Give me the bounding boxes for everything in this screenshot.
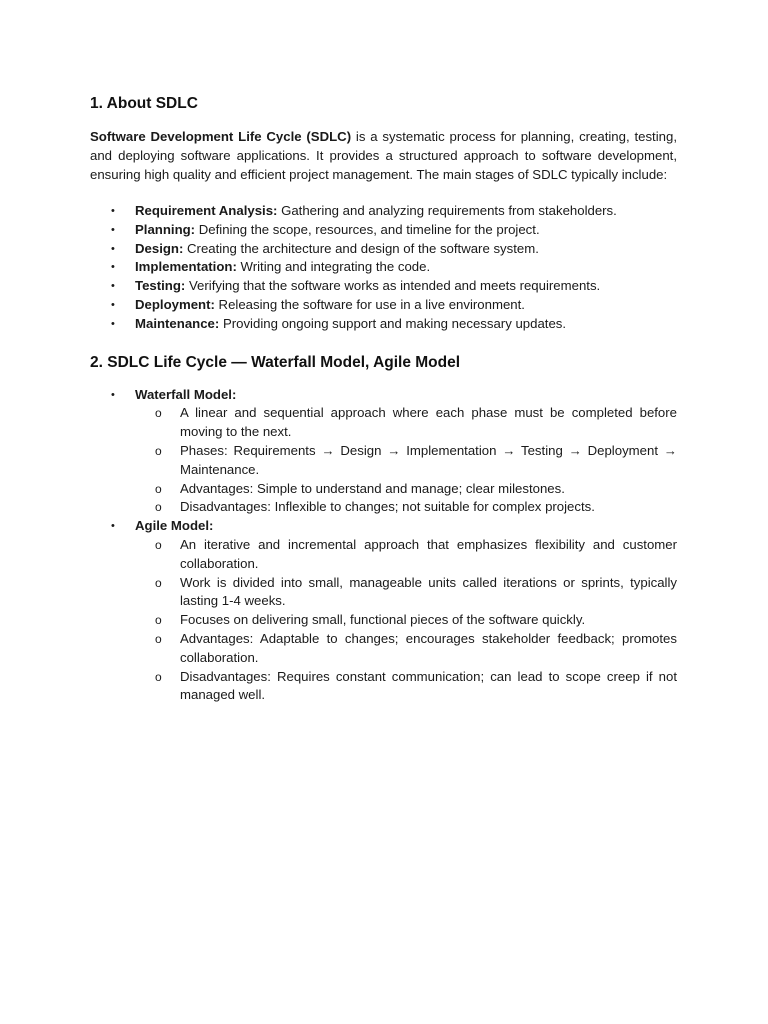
list-item	[90, 258, 677, 277]
bullet-icon: •	[111, 261, 115, 274]
point-text: Advantages: Adaptable to changes; encourages stakeholder feedback; promotes collaboration.	[180, 630, 677, 665]
intro-text: is a systematic process for planning, creating, testing, and deploying software applications. It provides a structured approach to software development, ensuring high quality and efficient project management. The main stages of SDLC typically include:	[90, 129, 677, 182]
model-label-agile: Agile Model:	[135, 518, 214, 534]
stage-name: Requirement Analysis:	[135, 203, 278, 218]
point-text: An iterative and incremental approach that emphasizes flexibility and customer collaboration.	[180, 536, 677, 571]
list-item	[135, 668, 677, 706]
list-item	[135, 630, 677, 668]
bullet-icon: •	[111, 205, 115, 217]
stage-desc: Gathering and analyzing requirements from stakeholders.	[277, 203, 617, 218]
circle-bullet-icon: o	[155, 613, 162, 628]
stage-desc: Verifying that the software works as intended and meets requirements.	[185, 278, 601, 294]
stage-desc: Writing and integrating the code.	[236, 259, 431, 275]
list-item	[135, 611, 677, 630]
section-title-life-cycle-models: 2. SDLC Life Cycle — Waterfall Model, Agile Model	[90, 353, 461, 371]
point-text: Work is divided into small, manageable units called iterations or sprints, typically lasting 1-4 weeks.	[180, 574, 677, 609]
list-item	[135, 442, 677, 480]
section-title-about-sdlc: 1. About SDLC	[90, 95, 198, 112]
stage-name: Testing:	[135, 278, 186, 294]
circle-bullet-icon: o	[155, 500, 162, 515]
stage-name: Implementation:	[135, 259, 237, 275]
stage-desc: Creating the architecture and design of the software system.	[183, 240, 539, 256]
circle-bullet-icon: o	[155, 406, 162, 421]
stage-name: Maintenance:	[135, 315, 220, 331]
stage-desc: Providing ongoing support and making necessary updates.	[219, 315, 567, 331]
circle-bullet-icon: o	[155, 575, 162, 590]
stage-name: Deployment:	[135, 296, 215, 312]
list-item	[135, 480, 677, 499]
bullet-icon: •	[111, 520, 115, 533]
models-list	[90, 386, 677, 706]
bullet-icon: •	[111, 223, 115, 236]
intro-term: Software Development Life Cycle (SDLC)	[90, 129, 352, 144]
bullet-icon: •	[111, 298, 115, 311]
list-item	[135, 404, 677, 442]
bullet-icon: •	[111, 280, 115, 293]
list-item-agile	[90, 517, 677, 705]
list-item	[90, 277, 677, 296]
agile-points	[135, 536, 677, 705]
circle-bullet-icon: o	[155, 631, 162, 646]
stage-name: Planning:	[135, 221, 196, 237]
stage-desc: Defining the scope, resources, and timeline for the project.	[195, 221, 540, 237]
stage-name: Design:	[135, 240, 184, 256]
list-item-waterfall	[90, 386, 677, 518]
list-item	[135, 536, 677, 574]
circle-bullet-icon: o	[155, 669, 162, 684]
point-text: Phases: Requirements → Design → Implementation → Testing → Deployment → Maintenance.	[180, 442, 677, 477]
waterfall-points	[135, 404, 677, 517]
bullet-icon: •	[111, 242, 115, 255]
list-item	[90, 202, 677, 221]
point-text: Focuses on delivering small, functional pieces of the software quickly.	[180, 612, 586, 628]
bullet-icon: •	[111, 317, 115, 330]
bullet-icon: •	[111, 388, 115, 401]
list-item	[90, 221, 677, 240]
point-text: A linear and sequential approach where each phase must be completed before moving to the next.	[180, 405, 677, 440]
sdlc-stages-list	[90, 202, 677, 334]
list-item	[135, 498, 677, 517]
circle-bullet-icon: o	[155, 443, 162, 458]
circle-bullet-icon: o	[155, 481, 162, 496]
point-text: Disadvantages: Requires constant communication; can lead to scope creep if not managed well.	[180, 668, 677, 703]
point-text: Disadvantages: Inflexible to changes; not suitable for complex projects.	[180, 499, 595, 515]
list-item	[90, 240, 677, 259]
list-item	[90, 315, 677, 334]
point-text: Advantages: Simple to understand and manage; clear milestones.	[180, 480, 565, 496]
stage-desc: Releasing the software for use in a live environment.	[214, 296, 525, 312]
circle-bullet-icon: o	[155, 537, 162, 552]
list-item	[90, 296, 677, 315]
list-item	[135, 574, 677, 612]
document-page	[90, 93, 677, 705]
model-label-waterfall: Waterfall Model:	[135, 386, 237, 402]
intro-paragraph	[90, 127, 677, 184]
